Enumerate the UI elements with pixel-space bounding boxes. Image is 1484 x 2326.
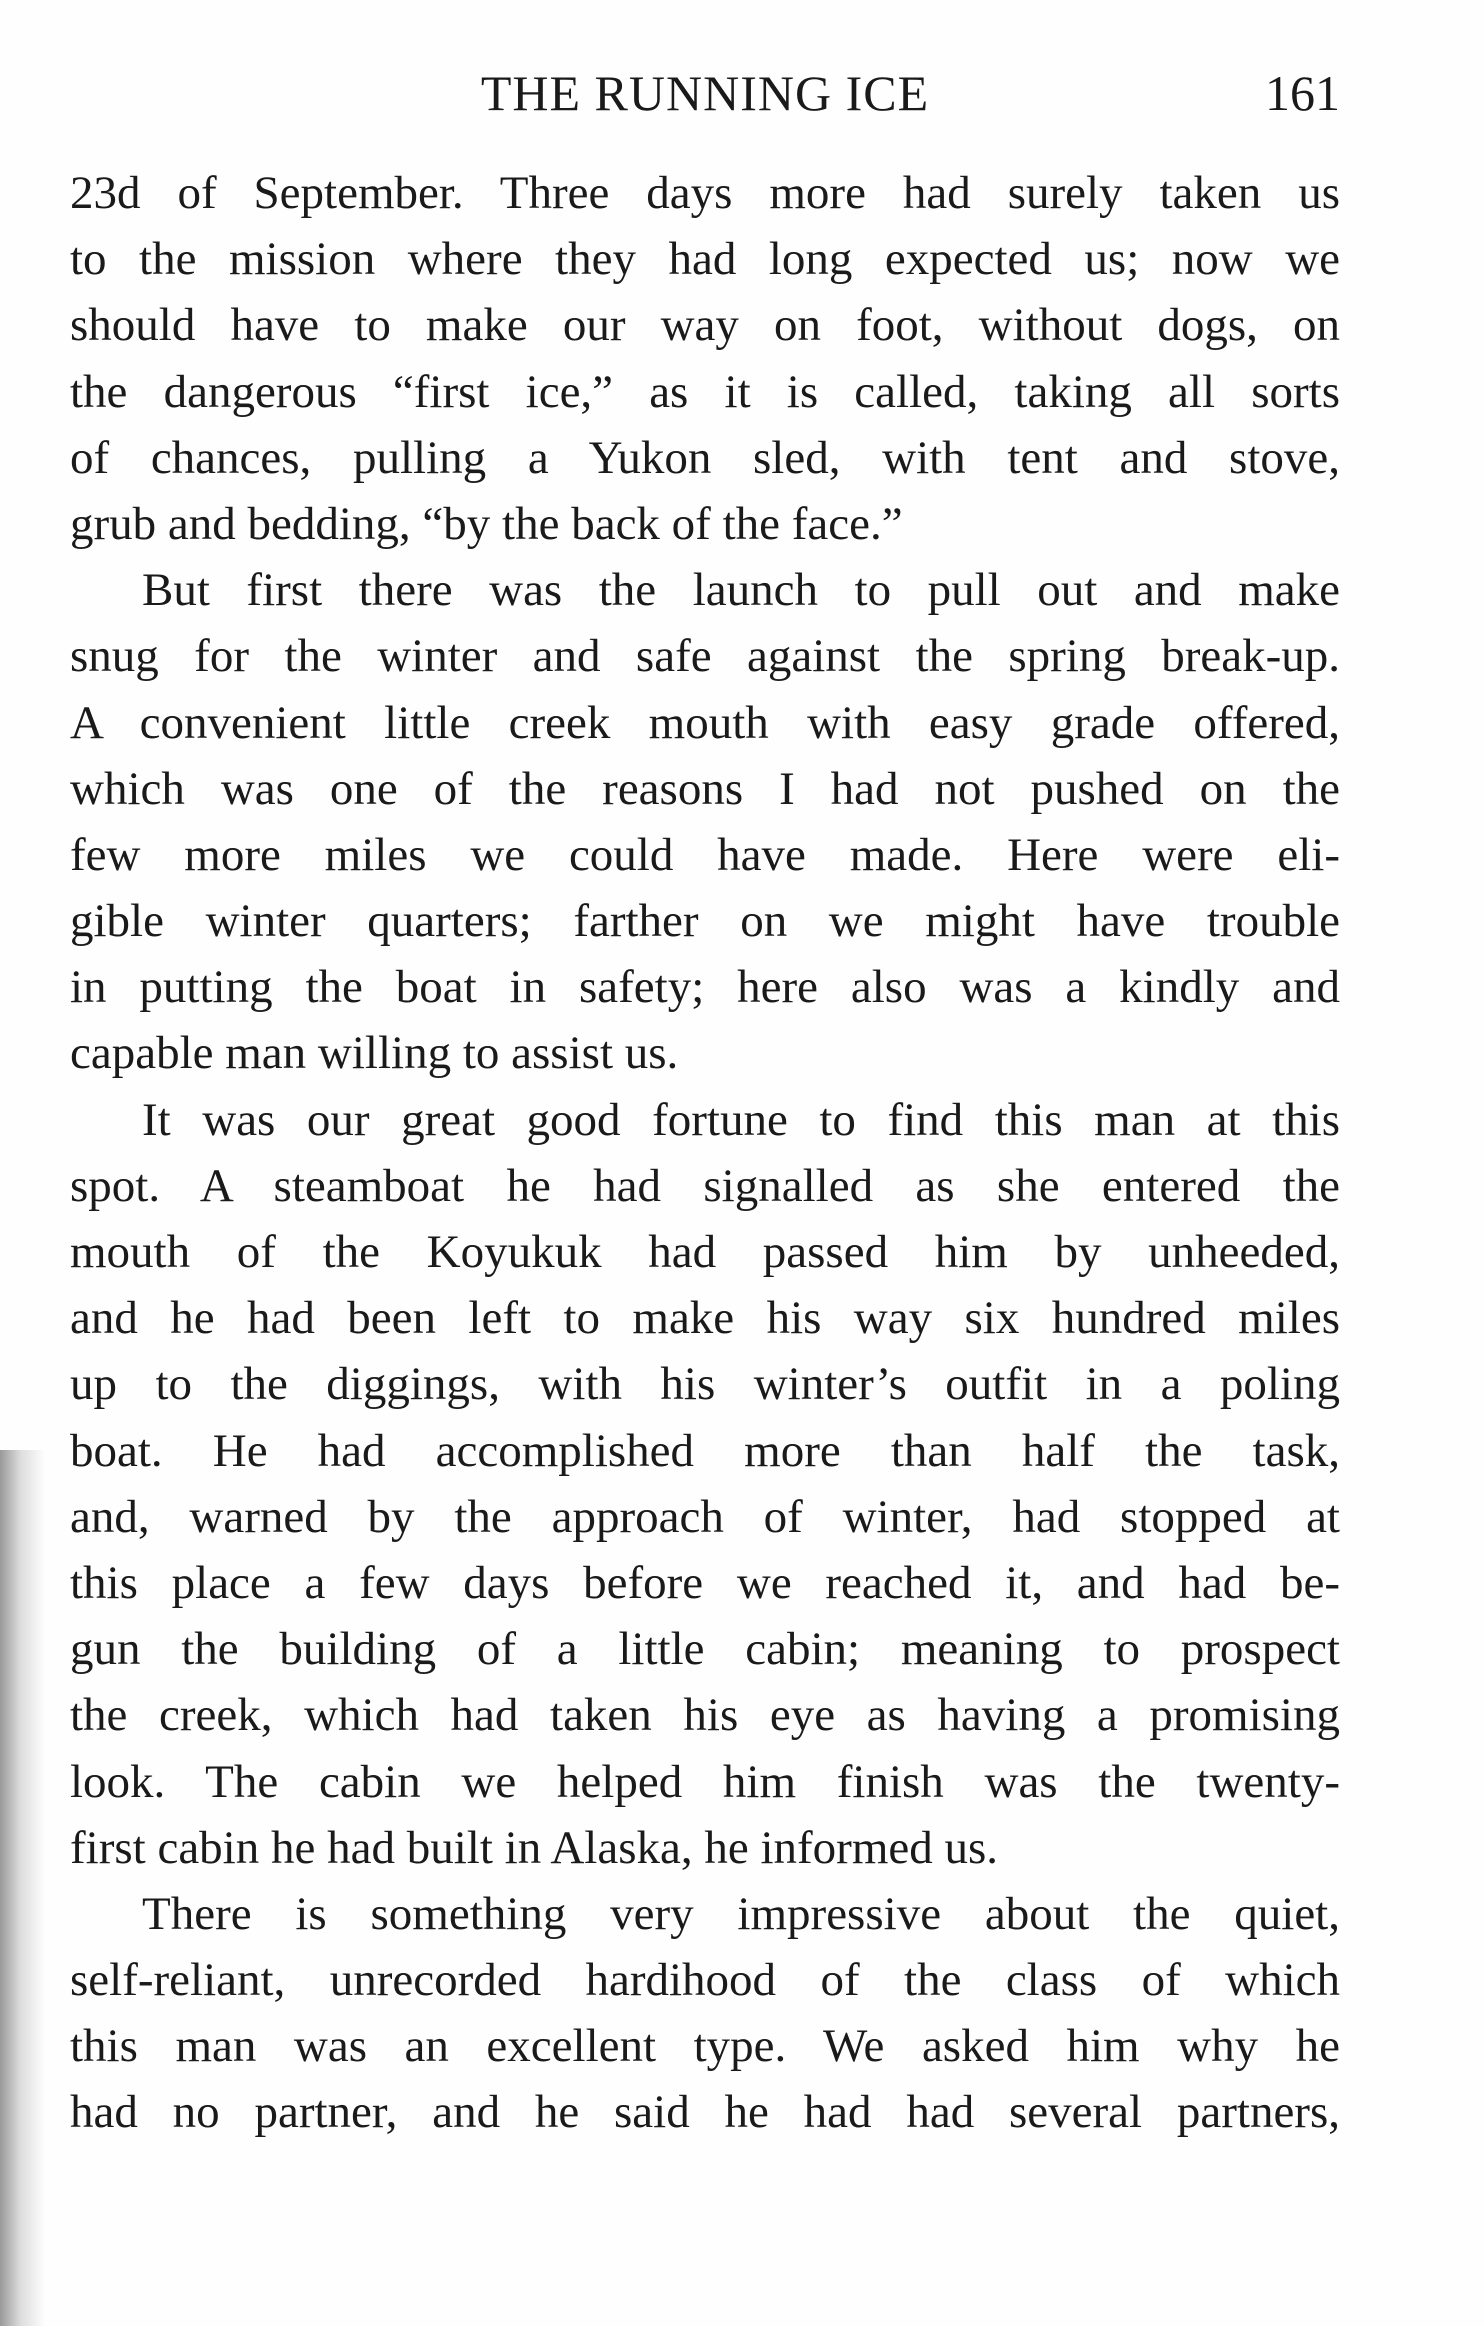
- text-line: should have to make our way on foot, without dogs, on: [70, 299, 1340, 352]
- text-line: and he had been left to make his way six hundred miles: [70, 1292, 1340, 1345]
- text-line: snug for the winter and safe against the spring break-up.: [70, 630, 1340, 683]
- text-line: A convenient little creek mouth with easy grade offered,: [70, 696, 1340, 749]
- text-line: in putting the boat in safety; here also was a kindly and: [70, 961, 1340, 1014]
- text-line: look. The cabin we helped him finish was the twenty-: [70, 1755, 1340, 1808]
- text-line: up to the diggings, with his winter’s outfit in a poling: [70, 1358, 1340, 1411]
- text-line: gible winter quarters; farther on we might have trouble: [70, 895, 1340, 948]
- text-line: the dangerous “first ice,” as it is called, taking all sorts: [70, 365, 1340, 418]
- text-line: spot. A steamboat he had signalled as she entered the: [70, 1159, 1340, 1212]
- text-line: But first there was the launch to pull out and make: [142, 564, 1340, 617]
- text-line: It was our great good fortune to find this man at this: [142, 1093, 1340, 1146]
- text-line: few more miles we could have made. Here were eli-: [70, 828, 1340, 881]
- body-text: [70, 160, 1340, 2146]
- text-line: boat. He had accomplished more than half the task,: [70, 1424, 1340, 1477]
- running-head: THE RUNNING ICE: [480, 65, 930, 121]
- page-edge-shadow: [0, 1450, 45, 2326]
- page-header: [70, 58, 1340, 128]
- text-line: There is something very impressive about the quiet,: [142, 1887, 1340, 1940]
- text-line: mouth of the Koyukuk had passed him by unheeded,: [70, 1226, 1340, 1278]
- text-line: of chances, pulling a Yukon sled, with tent and stove,: [70, 431, 1340, 484]
- text-line: and, warned by the approach of winter, had stopped at: [70, 1490, 1340, 1543]
- text-line: first cabin he had built in Alaska, he informed us.: [70, 1821, 999, 1874]
- text-line: this place a few days before we reached it, and had be-: [70, 1556, 1340, 1609]
- text-line: which was one of the reasons I had not pushed on the: [70, 762, 1340, 815]
- text-line: capable man willing to assist us.: [70, 1027, 679, 1080]
- text-line: this man was an excellent type. We asked him why he: [70, 2020, 1340, 2073]
- text-line: grub and bedding, “by the back of the face.”: [70, 497, 903, 550]
- text-line: the creek, which had taken his eye as having a promising: [70, 1689, 1340, 1742]
- page-number: 161: [1265, 65, 1340, 121]
- text-line: 23d of September. Three days more had surely taken us: [70, 167, 1340, 219]
- text-line: gun the building of a little cabin; meaning to prospect: [70, 1623, 1340, 1676]
- text-line: self-reliant, unrecorded hardihood of the class of which: [70, 1954, 1340, 2007]
- text-line: had no partner, and he said he had had several partners,: [70, 2086, 1340, 2139]
- text-line: to the mission where they had long expected us; now we: [70, 233, 1340, 286]
